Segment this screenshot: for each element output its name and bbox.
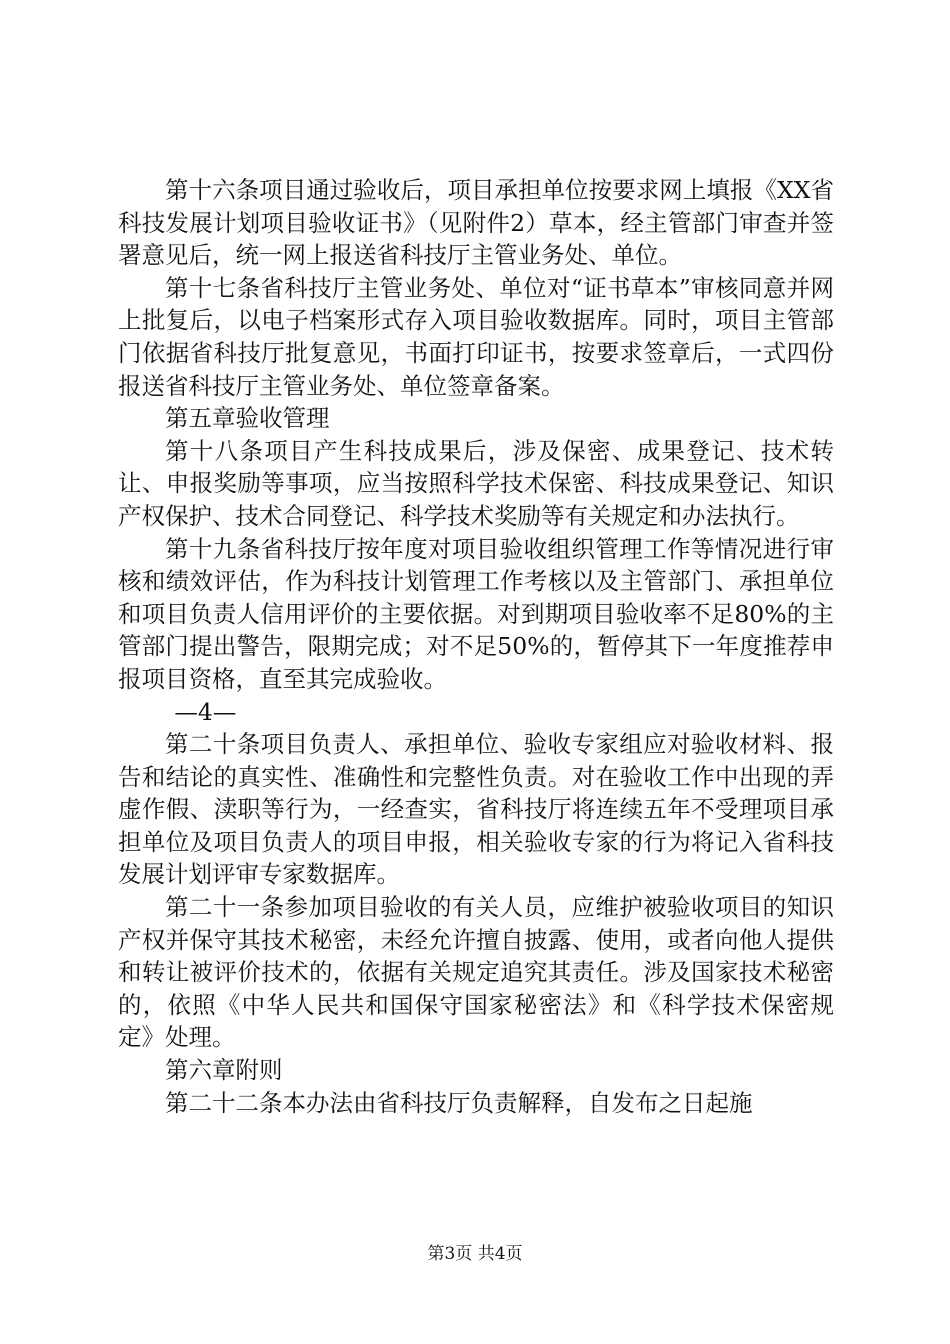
page-footer (0, 1243, 950, 1265)
paragraph-article-22: 第二十二条本办法由省科技厅负责解释，自发布之日起施 (165, 1088, 753, 1117)
paragraph-article-19: 第十九条省科技厅按年度对项目验收组织管理工作等情况进行审核和绩效评估，作为科技计划管理工作考核以及主管部门、承担单位和项目负责人信用评价的主要依据。对到期项目验收率不足80%的主管部门提出警告，限期完成；对不足50%的，暂停其下一年度推荐申报项目资格，直至其完成验收。 (118, 534, 834, 693)
chapter-heading-6: 第六章附则 (165, 1056, 283, 1085)
document-body (118, 174, 834, 1119)
page-number-label: 第3页 共4页 (427, 1244, 523, 1264)
paragraph-article-18: 第十八条项目产生科技成果后，涉及保密、成果登记、技术转让、申报奖励等事项，应当按照科学技术保密、科技成果登记、知识产权保护、技术合同登记、科学技术奖励等有关规定和办法执行。 (118, 436, 834, 530)
paragraph-article-20: 第二十条项目负责人、承担单位、验收专家组应对验收材料、报告和结论的真实性、准确性和完整性负责。对在验收工作中出现的弄虚作假、渎职等行为，一经查实，省科技厅将连续五年不受理项目承担单位及项目负责人的项目申报，相关验收专家的行为将记入省科技发展计划评审专家数据库。 (118, 730, 834, 889)
paragraph-article-17: 第十七条省科技厅主管业务处、单位对“证书草本”审核同意并网上批复后，以电子档案形式存入项目验收数据库。同时，项目主管部门依据省科技厅批复意见，书面打印证书，按要求签章后，一式四份报送省科技厅主管业务处、单位签章备案。 (118, 273, 834, 400)
paragraph-article-21: 第二十一条参加项目验收的有关人员，应维护被验收项目的知识产权并保守其技术秘密，未经允许擅自披露、使用，或者向他人提供和转让被评价技术的，依据有关规定追究其责任。涉及国家技术秘密的，依照《中华人民共和国保守国家秘密法》和《科学技术保密规定》处理。 (118, 893, 834, 1052)
inline-page-marker: —4— (174, 697, 237, 726)
paragraph-article-16: 第十六条项目通过验收后，项目承担单位按要求网上填报《XX省科技发展计划项目验收证书》（见附件2）草本，经主管部门审查并签署意见后，统一网上报送省科技厅主管业务处、单位。 (118, 176, 834, 270)
chapter-heading-5: 第五章验收管理 (165, 404, 330, 433)
